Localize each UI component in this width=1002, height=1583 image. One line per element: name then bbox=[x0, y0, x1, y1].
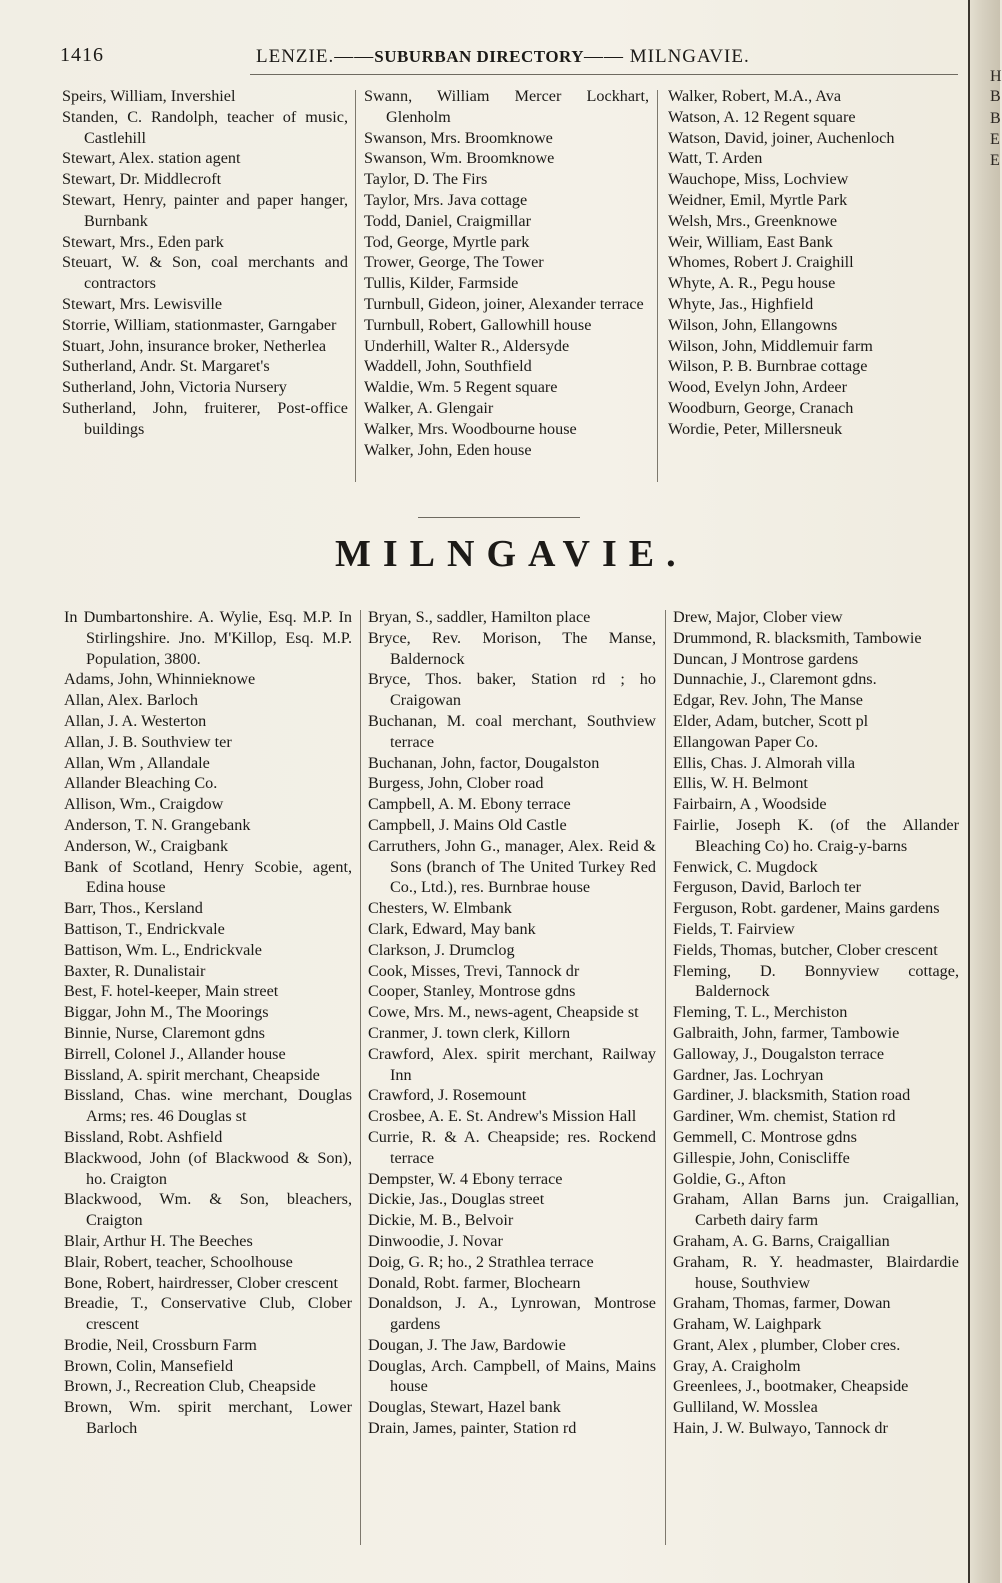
directory-entry: Biggar, John M., The Moorings bbox=[64, 1003, 269, 1022]
directory-entry: Turnbull, Robert, Gallowhill house bbox=[364, 315, 592, 334]
directory-entry: Bissland, Robt. Ashfield bbox=[64, 1127, 223, 1146]
directory-entry: Goldie, G., Afton bbox=[673, 1169, 786, 1188]
directory-entry: Trower, George, The Tower bbox=[364, 253, 544, 272]
directory-entry: Edgar, Rev. John, The Manse bbox=[673, 691, 863, 710]
directory-entry: Sutherland, John, fruiterer, Post-office buildings bbox=[62, 398, 348, 438]
edge-glyph: B bbox=[990, 110, 1001, 127]
directory-entry: Donald, Robt. farmer, Blochearn bbox=[368, 1273, 581, 1292]
directory-entry: Grant, Alex , plumber, Clober cres. bbox=[673, 1335, 901, 1354]
directory-entry: Galloway, J., Dougalston terrace bbox=[673, 1044, 885, 1063]
directory-entry: Walker, Mrs. Woodbourne house bbox=[364, 419, 577, 438]
directory-entry: Swanson, Mrs. Broomknowe bbox=[364, 128, 553, 147]
edge-glyph: B bbox=[990, 88, 1001, 105]
directory-entry: Fairbairn, A , Woodside bbox=[673, 795, 827, 814]
directory-entry: Binnie, Nurse, Claremont gdns bbox=[64, 1023, 265, 1042]
directory-entry: Whomes, Robert J. Craighill bbox=[668, 253, 854, 272]
directory-entry: Stewart, Mrs., Eden park bbox=[62, 232, 224, 251]
directory-entry: Bryan, S., saddler, Hamilton place bbox=[368, 608, 591, 626]
directory-entry: Graham, W. Laighpark bbox=[673, 1315, 822, 1334]
directory-entry: Todd, Daniel, Craigmillar bbox=[364, 211, 531, 230]
running-head-center: SUBURBAN DIRECTORY bbox=[374, 47, 584, 66]
directory-entry: In Dumbartonshire. A. Wylie, Esq. M.P. In Stirlingshire. Jno. M'Killop, Esq. M.P. Population, 3800. bbox=[64, 608, 352, 668]
directory-entry: Gillespie, John, Coniscliffe bbox=[673, 1148, 850, 1167]
directory-entry: Gemmell, C. Montrose gdns bbox=[673, 1127, 857, 1146]
directory-entry: Gardiner, J. blacksmith, Station road bbox=[673, 1086, 911, 1105]
directory-entry: Ellangowan Paper Co. bbox=[673, 732, 819, 751]
directory-entry: Clark, Edward, May bank bbox=[368, 919, 536, 938]
edge-glyph: E bbox=[990, 152, 1000, 169]
running-head-right: MILNGAVIE. bbox=[629, 46, 750, 67]
directory-entry: Cook, Misses, Trevi, Tannock dr bbox=[368, 961, 580, 980]
directory-entry: Battison, T., Endrickvale bbox=[64, 919, 225, 938]
directory-entry: Battison, Wm. L., Endrickvale bbox=[64, 940, 262, 959]
directory-entry: Tod, George, Myrtle park bbox=[364, 232, 530, 251]
directory-entry: Duncan, J Montrose gardens bbox=[673, 649, 859, 668]
directory-entry: Wauchope, Miss, Lochview bbox=[668, 170, 849, 189]
top-column-3 bbox=[668, 86, 956, 440]
directory-entry: Fenwick, C. Mugdock bbox=[673, 857, 818, 876]
directory-entry: Welsh, Mrs., Greenknowe bbox=[668, 211, 838, 230]
running-head-left: LENZIE. bbox=[256, 46, 335, 67]
directory-entry: Donaldson, J. A., Lynrowan, Montrose gardens bbox=[368, 1294, 656, 1334]
directory-entry: Stuart, John, insurance broker, Netherlea bbox=[62, 336, 327, 355]
directory-entry: Gulliland, W. Mosslea bbox=[673, 1398, 818, 1417]
directory-entry: Blair, Robert, teacher, Schoolhouse bbox=[64, 1252, 293, 1271]
directory-entry: Fields, T. Fairview bbox=[673, 919, 795, 938]
directory-entry: Barr, Thos., Kersland bbox=[64, 899, 203, 918]
directory-entry: Allison, Wm., Craigdow bbox=[64, 795, 224, 814]
directory-entry: Galbraith, John, farmer, Tambowie bbox=[673, 1023, 900, 1042]
column-divider bbox=[360, 610, 361, 1545]
directory-entry: Speirs, William, Invershiel bbox=[62, 87, 236, 105]
directory-entry: Blackwood, John (of Blackwood & Son), ho. Craigton bbox=[64, 1148, 352, 1188]
directory-entry: Wilson, John, Ellangowns bbox=[668, 315, 838, 334]
directory-entry: Graham, Allan Barns jun. Craigallian, Carbeth dairy farm bbox=[673, 1190, 959, 1230]
directory-entry: Fields, Thomas, butcher, Clober crescent bbox=[673, 940, 938, 959]
column-divider bbox=[657, 90, 658, 482]
directory-entry: Dunnachie, J., Claremont gdns. bbox=[673, 670, 877, 689]
directory-entry: Currie, R. & A. Cheapside; res. Rockend terrace bbox=[368, 1127, 656, 1167]
directory-entry: Anderson, W., Craigbank bbox=[64, 836, 229, 855]
directory-entry: Graham, A. G. Barns, Craigallian bbox=[673, 1231, 890, 1250]
directory-entry: Bryce, Thos. baker, Station rd ; ho Craigowan bbox=[368, 670, 656, 710]
directory-entry: Fleming, D. Bonnyview cottage, Baldernock bbox=[673, 961, 959, 1001]
directory-entry: Storrie, William, stationmaster, Garngaber bbox=[62, 315, 337, 334]
directory-entry: Brown, Colin, Mansefield bbox=[64, 1356, 234, 1375]
directory-entry: Carruthers, John G., manager, Alex. Reid & Sons (branch of The United Turkey Red Co., Ltd.), res. Burnbrae house bbox=[368, 836, 656, 897]
directory-entry: Walker, John, Eden house bbox=[364, 440, 532, 459]
column-divider bbox=[355, 90, 356, 482]
directory-entry: Crawford, Alex. spirit merchant, Railway Inn bbox=[368, 1044, 656, 1084]
directory-entry: Taylor, Mrs. Java cottage bbox=[364, 190, 528, 209]
directory-entry: Douglas, Stewart, Hazel bank bbox=[368, 1398, 561, 1417]
directory-entry: Allan, Wm , Allandale bbox=[64, 753, 210, 772]
directory-entry: Gardiner, Wm. chemist, Station rd bbox=[673, 1107, 896, 1126]
section-rule bbox=[418, 517, 580, 518]
directory-entry: Dickie, M. B., Belvoir bbox=[368, 1211, 514, 1230]
directory-entry: Breadie, T., Conservative Club, Clober crescent bbox=[64, 1294, 352, 1334]
directory-entry: Allander Bleaching Co. bbox=[64, 774, 218, 793]
directory-entry: Cowe, Mrs. M., news-agent, Cheapside st bbox=[368, 1003, 639, 1022]
directory-entry: Turnbull, Gideon, joiner, Alexander terrace bbox=[364, 294, 644, 313]
directory-entry: Weir, William, East Bank bbox=[668, 232, 833, 251]
directory-entry: Woodburn, George, Cranach bbox=[668, 398, 854, 417]
directory-entry: Wordie, Peter, Millersneuk bbox=[668, 419, 843, 438]
adjacent-page-edge bbox=[968, 0, 1000, 1583]
top-column-1 bbox=[62, 86, 348, 440]
directory-entry: Buchanan, M. coal merchant, Southview terrace bbox=[368, 711, 656, 751]
directory-entry: Stewart, Henry, painter and paper hanger, Burnbank bbox=[62, 190, 348, 230]
directory-entry: Bissland, Chas. wine merchant, Douglas Arms; res. 46 Douglas st bbox=[64, 1086, 352, 1126]
directory-entry: Anderson, T. N. Grangebank bbox=[64, 815, 251, 834]
directory-entry: Graham, Thomas, farmer, Dowan bbox=[673, 1294, 891, 1313]
edge-glyph: E bbox=[990, 131, 1000, 148]
directory-entry: Drain, James, painter, Station rd bbox=[368, 1419, 577, 1438]
directory-entry: Ferguson, Robt. gardener, Mains gardens bbox=[673, 899, 940, 918]
directory-entry: Waldie, Wm. 5 Regent square bbox=[364, 378, 558, 397]
directory-entry: Steuart, W. & Son, coal merchants and contractors bbox=[62, 253, 348, 293]
directory-entry: Waddell, John, Southfield bbox=[364, 357, 532, 376]
directory-entry: Cooper, Stanley, Montrose gdns bbox=[368, 982, 576, 1001]
directory-entry: Walker, Robert, M.A., Ava bbox=[668, 87, 842, 105]
directory-entry: Dinwoodie, J. Novar bbox=[368, 1231, 503, 1250]
directory-entry: Ellis, W. H. Belmont bbox=[673, 774, 808, 793]
directory-entry: Swann, William Mercer Lockhart, Glenholm bbox=[364, 87, 649, 126]
directory-entry: Campbell, J. Mains Old Castle bbox=[368, 815, 567, 834]
directory-entry: Stewart, Dr. Middlecroft bbox=[62, 170, 222, 189]
directory-entry: Wood, Evelyn John, Ardeer bbox=[668, 378, 847, 397]
directory-entry: Best, F. hotel-keeper, Main street bbox=[64, 982, 279, 1001]
directory-entry: Douglas, Arch. Campbell, of Mains, Mains house bbox=[368, 1356, 656, 1396]
directory-entry: Stewart, Mrs. Lewisville bbox=[62, 294, 223, 313]
directory-entry: Watt, T. Arden bbox=[668, 149, 763, 168]
directory-entry: Tullis, Kilder, Farmside bbox=[364, 274, 519, 293]
directory-entry: Stewart, Alex. station agent bbox=[62, 149, 241, 168]
directory-entry: Brodie, Neil, Crossburn Farm bbox=[64, 1335, 257, 1354]
directory-entry: Birrell, Colonel J., Allander house bbox=[64, 1044, 286, 1063]
bottom-column-3 bbox=[673, 607, 959, 1439]
directory-entry: Watson, A. 12 Regent square bbox=[668, 107, 856, 126]
directory-entry: Brown, Wm. spirit merchant, Lower Barloch bbox=[64, 1398, 352, 1438]
header-rule bbox=[250, 74, 958, 75]
directory-entry: Baxter, R. Dunalistair bbox=[64, 961, 206, 980]
directory-entry: Underhill, Walter R., Aldersyde bbox=[364, 336, 570, 355]
bottom-column-2 bbox=[368, 607, 656, 1439]
directory-entry: Watson, David, joiner, Auchenloch bbox=[668, 128, 895, 147]
page-header bbox=[60, 44, 960, 74]
directory-entry: Greenlees, J., bootmaker, Cheapside bbox=[673, 1377, 909, 1396]
directory-entry: Adams, John, Whinnieknowe bbox=[64, 670, 256, 689]
directory-entry: Taylor, D. The Firs bbox=[364, 170, 488, 189]
directory-entry: Allan, Alex. Barloch bbox=[64, 691, 198, 710]
directory-entry: Dempster, W. 4 Ebony terrace bbox=[368, 1169, 563, 1188]
directory-entry: Bone, Robert, hairdresser, Clober crescent bbox=[64, 1273, 338, 1292]
directory-entry: Buchanan, John, factor, Dougalston bbox=[368, 753, 600, 772]
directory-entry: Sutherland, Andr. St. Margaret's bbox=[62, 357, 270, 376]
directory-entry: Doig, G. R; ho., 2 Strathlea terrace bbox=[368, 1252, 594, 1271]
directory-entry: Wilson, John, Middlemuir farm bbox=[668, 336, 873, 355]
directory-entry: Gray, A. Craigholm bbox=[673, 1356, 801, 1375]
directory-entry: Graham, R. Y. headmaster, Blairdardie house, Southview bbox=[673, 1252, 959, 1292]
bottom-column-1 bbox=[64, 607, 352, 1439]
directory-entry: Whyte, Jas., Highfield bbox=[668, 294, 814, 313]
directory-entry: Ellis, Chas. J. Almorah villa bbox=[673, 753, 856, 772]
directory-entry: Elder, Adam, butcher, Scott pl bbox=[673, 711, 869, 730]
directory-entry: Chesters, W. Elmbank bbox=[368, 899, 512, 918]
directory-entry: Dickie, Jas., Douglas street bbox=[368, 1190, 545, 1209]
directory-entry: Fleming, T. L., Merchiston bbox=[673, 1003, 848, 1022]
directory-entry: Ferguson, David, Barloch ter bbox=[673, 878, 862, 897]
directory-entry: Bank of Scotland, Henry Scobie, agent, Edina house bbox=[64, 857, 352, 897]
directory-entry: Whyte, A. R., Pegu house bbox=[668, 274, 836, 293]
directory-entry: Allan, J. B. Southview ter bbox=[64, 732, 232, 751]
directory-entry: Gardner, Jas. Lochryan bbox=[673, 1065, 824, 1084]
directory-entry: Dougan, J. The Jaw, Bardowie bbox=[368, 1335, 566, 1354]
page-number: 1416 bbox=[60, 44, 104, 66]
directory-entry: Sutherland, John, Victoria Nursery bbox=[62, 378, 287, 397]
top-column-2 bbox=[364, 86, 649, 460]
directory-entry: Wilson, P. B. Burnbrae cottage bbox=[668, 357, 868, 376]
directory-entry: Bissland, A. spirit merchant, Cheapside bbox=[64, 1065, 320, 1084]
directory-entry: Drew, Major, Clober view bbox=[673, 608, 843, 626]
directory-entry: Drummond, R. blacksmith, Tambowie bbox=[673, 628, 922, 647]
directory-entry: Campbell, A. M. Ebony terrace bbox=[368, 795, 571, 814]
directory-entry: Walker, A. Glengair bbox=[364, 398, 494, 417]
directory-entry: Burgess, John, Clober road bbox=[368, 774, 544, 793]
directory-entry: Hain, J. W. Bulwayo, Tannock dr bbox=[673, 1419, 888, 1438]
directory-entry: Allan, J. A. Westerton bbox=[64, 711, 207, 730]
directory-entry: Weidner, Emil, Myrtle Park bbox=[668, 190, 848, 209]
column-divider bbox=[665, 610, 666, 1545]
directory-entry: Brown, J., Recreation Club, Cheapside bbox=[64, 1377, 316, 1396]
directory-entry: Cranmer, J. town clerk, Killorn bbox=[368, 1023, 571, 1042]
directory-entry: Blair, Arthur H. The Beeches bbox=[64, 1231, 253, 1250]
directory-entry: Bryce, Rev. Morison, The Manse, Baldernock bbox=[368, 628, 656, 668]
directory-entry: Fairlie, Joseph K. (of the Allander Bleaching Co) ho. Craig-y-barns bbox=[673, 815, 959, 855]
directory-entry: Crawford, J. Rosemount bbox=[368, 1086, 527, 1105]
edge-glyph: H bbox=[990, 68, 1002, 85]
directory-entry: Crosbee, A. E. St. Andrew's Mission Hall bbox=[368, 1107, 637, 1126]
directory-entry: Swanson, Wm. Broomknowe bbox=[364, 149, 555, 168]
directory-entry: Clarkson, J. Drumclog bbox=[368, 940, 515, 959]
running-head: LENZIE.——SUBURBAN DIRECTORY—— MILNGAVIE. bbox=[256, 46, 750, 67]
directory-entry: Standen, C. Randolph, teacher of music, Castlehill bbox=[62, 107, 348, 147]
section-title: MILNGAVIE. bbox=[335, 533, 688, 575]
directory-entry: Blackwood, Wm. & Son, bleachers, Craigton bbox=[64, 1190, 352, 1230]
